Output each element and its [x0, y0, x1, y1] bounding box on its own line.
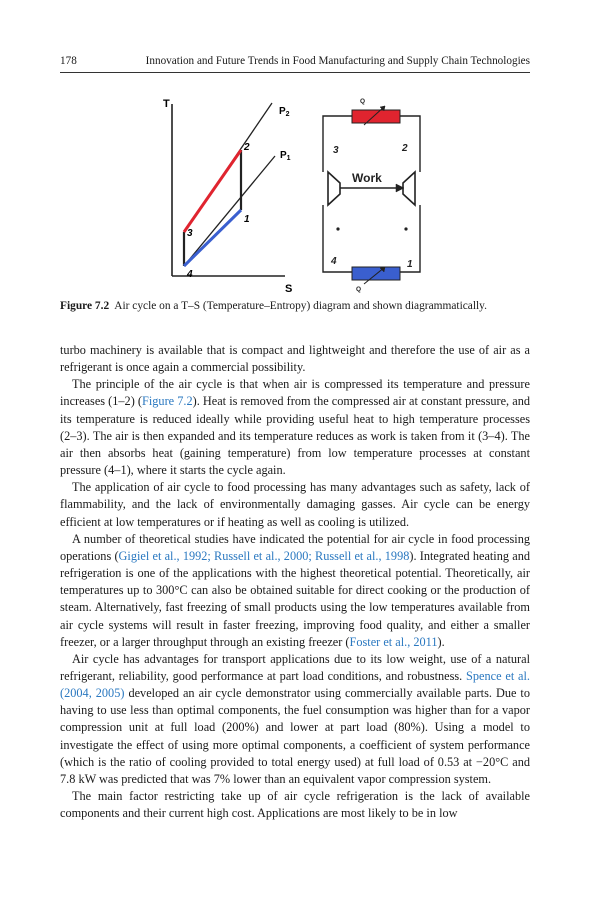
cycle-diagram: [323, 106, 420, 284]
s-axis-label: S: [285, 283, 293, 295]
t-axis-label: T: [163, 98, 170, 110]
ts-point-2: 2: [244, 142, 250, 153]
work-label: Work: [352, 171, 382, 185]
text-run: Air cycle has advantages for transport applications due to its low weight, use of a natural refrigerant, reliability, good performance at part load conditions, and robustness.: [60, 651, 530, 683]
ts-point-3: 3: [187, 228, 193, 239]
cycle-point-3: 3: [333, 145, 339, 156]
paragraph: turbo machinery is available that is compact and lightweight and therefore the use of air as a refrigerant is once again a commercial possibility.: [60, 343, 530, 375]
text-run: The principle of the air cycle is that when air is compressed its temperature and pressure increases (1–2) (: [60, 377, 530, 409]
caption-text: Air cycle on a T–S (Temperature–Entropy) diagram and shown diagrammatically.: [114, 300, 487, 312]
paragraph: [60, 651, 530, 788]
citation-link[interactable]: Spence et al. (2004, 2005): [60, 668, 530, 701]
text-run: ). Integrated heating and refrigeration is one of the applications with the highest theoretical potential. Theoretically, air temperatures up to 300°C can also be obtained suitable for direct cooking or the production of steam. Alternatively, fast freezing of small products using the low temperatures available from air cycle systems will result in faster freezing, improving food quality, and either a smaller freezer, or a larger throughput through an existing freezer (: [60, 548, 530, 649]
point-marker-4: [336, 227, 339, 230]
citation-link[interactable]: Foster et al., 2011: [349, 634, 438, 649]
isobar-p2-label: $P_2$: [279, 106, 290, 118]
text-run: ). Heat is removed from the compressed air at constant pressure, and its temperature is reduced ideally while providing useful heat to high temperature processes (2–3). The air is then expanded and its temperature reduces as work is taken from it (3–4). The air then absorbs heat (gaining temperature) from low temperature processes at constant pressure (4–1), where it starts the cycle again.: [60, 394, 530, 478]
isobar-p1-label: $P_1$: [280, 150, 291, 162]
heat-out-label: Q: [360, 98, 366, 105]
text-run: developed an air cycle demonstrator using commercially available parts. Due to having to use less than optimal components, the fuel consumption was higher than for a vapor compression unit at full load (200%) and lower at part load (80%). Using a model to investigate the effect of using more optimal components, a coefficient of system performance (which is the ratio of cooling provided to total energy used) at full load of 0.53 at −20°C and 7.8 kW was predicted that was 7% lower than an equivalent vapor compression system.: [60, 686, 530, 786]
ts-point-4: 4: [187, 269, 193, 280]
pipe-turbine-to-cold: [323, 205, 352, 272]
figure-caption: [60, 300, 530, 312]
figure-link[interactable]: Figure 7.2: [142, 394, 193, 409]
pipe-hot-to-turbine: [323, 116, 352, 172]
paragraph: [60, 376, 530, 479]
ts-point-1: 1: [244, 214, 250, 225]
page-number: 178: [60, 55, 77, 67]
body-text: [60, 342, 530, 822]
compressor: [403, 172, 415, 205]
text-run: ).: [437, 634, 445, 649]
paragraph: The main factor restricting take up of air cycle refrigeration is the lack of available components and their current high cost. Applications are most likely to be in low: [60, 789, 530, 821]
expander-turbine: [328, 172, 340, 205]
running-title: Innovation and Future Trends in Food Manufacturing and Supply Chain Technologies: [145, 55, 530, 67]
paragraph: [60, 531, 530, 651]
cycle-point-4: 4: [331, 256, 337, 267]
caption-number: Figure 7.2: [60, 300, 110, 312]
ts-diagram: [163, 98, 292, 295]
cold-heat-exchanger: [352, 267, 400, 280]
heat-in-label: Q: [356, 286, 362, 293]
text-run: A number of theoretical studies have indicated the potential for air cycle in food processing operations (: [60, 531, 530, 563]
cycle-point-1: 1: [407, 259, 413, 270]
cycle-point-2: 2: [402, 143, 408, 154]
point-marker-1: [404, 227, 407, 230]
hot-heat-exchanger: [352, 110, 400, 123]
citation-link[interactable]: Gigiel et al., 1992; Russell et al., 2000; Russell et al., 1998: [118, 548, 410, 563]
paragraph: The application of air cycle to food processing has many advantages such as safety, lack of flammability, and the lack of environmentally damaging gasses. Air cycle can be energy efficient at low temperatures or if heating as well as cooling is utilized.: [60, 480, 530, 529]
figure-7-2: [0, 0, 600, 300]
